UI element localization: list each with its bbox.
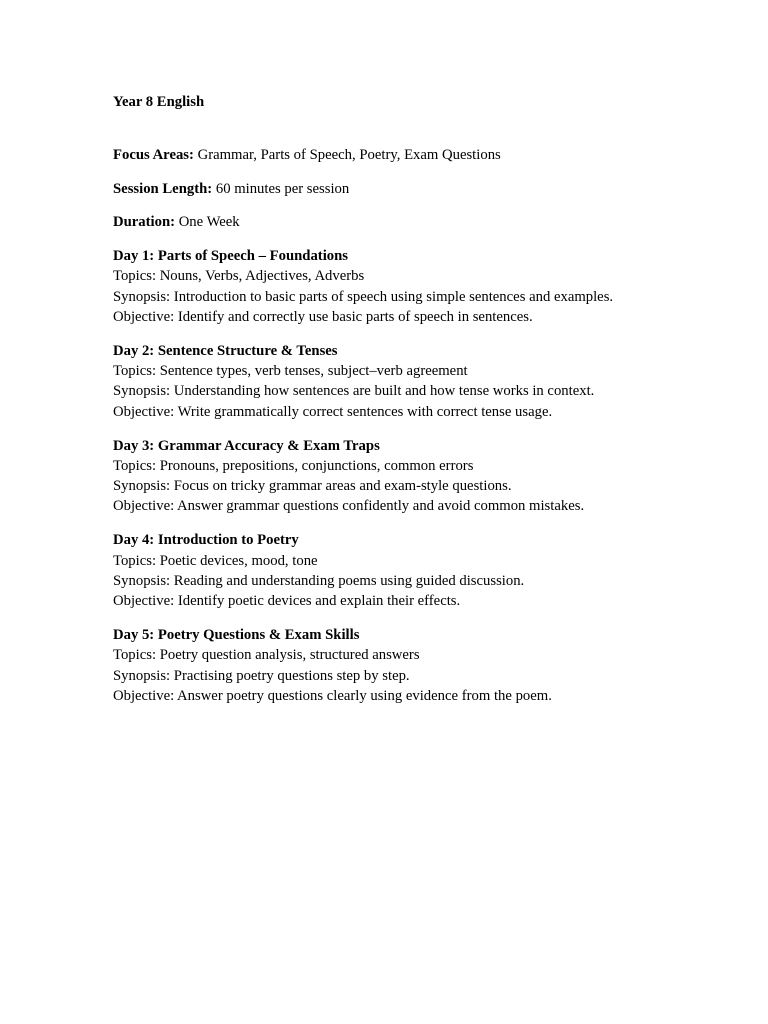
day-section-4 [113,530,713,611]
meta-label: Duration: [113,213,176,230]
meta-label: Session Length: [113,180,213,197]
day-title: Day 5: Poetry Questions & Exam Skills [113,626,360,643]
day-section-3 [113,436,713,517]
meta-duration [113,212,713,232]
day-section-2 [113,341,713,422]
day-synopsis: Synopsis: Understanding how sentences are built and how tense works in context. [113,383,595,400]
day-synopsis: Synopsis: Focus on tricky grammar areas and exam-style questions. [113,478,512,495]
document-page [113,92,713,720]
day-topics: Topics: Poetic devices, mood, tone [113,552,318,569]
day-topics: Topics: Pronouns, prepositions, conjunctions, common errors [113,457,474,474]
day-topics: Topics: Nouns, Verbs, Adjectives, Adverbs [113,268,365,285]
meta-value: 60 minutes per session [212,180,350,197]
day-title: Day 3: Grammar Accuracy & Exam Traps [113,437,380,454]
day-synopsis: Synopsis: Reading and understanding poems using guided discussion. [113,572,525,589]
day-objective: Objective: Identify poetic devices and explain their effects. [113,593,461,610]
day-objective: Objective: Identify and correctly use basic parts of speech in sentences. [113,309,533,326]
day-title: Day 4: Introduction to Poetry [113,532,299,549]
day-title: Day 1: Parts of Speech – Foundations [113,248,349,265]
day-synopsis: Synopsis: Introduction to basic parts of speech using simple sentences and examples. [113,288,614,305]
day-synopsis: Synopsis: Practising poetry questions step by step. [113,667,410,684]
meta-value: One Week [175,213,240,230]
day-topics: Topics: Sentence types, verb tenses, subject–verb agreement [113,363,468,380]
day-title: Day 2: Sentence Structure & Tenses [113,342,338,359]
day-objective: Objective: Answer grammar questions confidently and avoid common mistakes. [113,498,585,515]
meta-focus-areas [113,145,713,165]
day-objective: Objective: Answer poetry questions clearly using evidence from the poem. [113,687,552,704]
day-section-5 [113,625,713,706]
meta-session-length [113,179,713,199]
day-objective: Objective: Write grammatically correct sentences with correct tense usage. [113,403,553,420]
meta-label: Focus Areas: [113,147,194,164]
day-topics: Topics: Poetry question analysis, structured answers [113,647,420,664]
meta-value: Grammar, Parts of Speech, Poetry, Exam Questions [193,147,501,164]
day-section-1 [113,246,713,327]
document-title: Year 8 English [113,94,205,110]
